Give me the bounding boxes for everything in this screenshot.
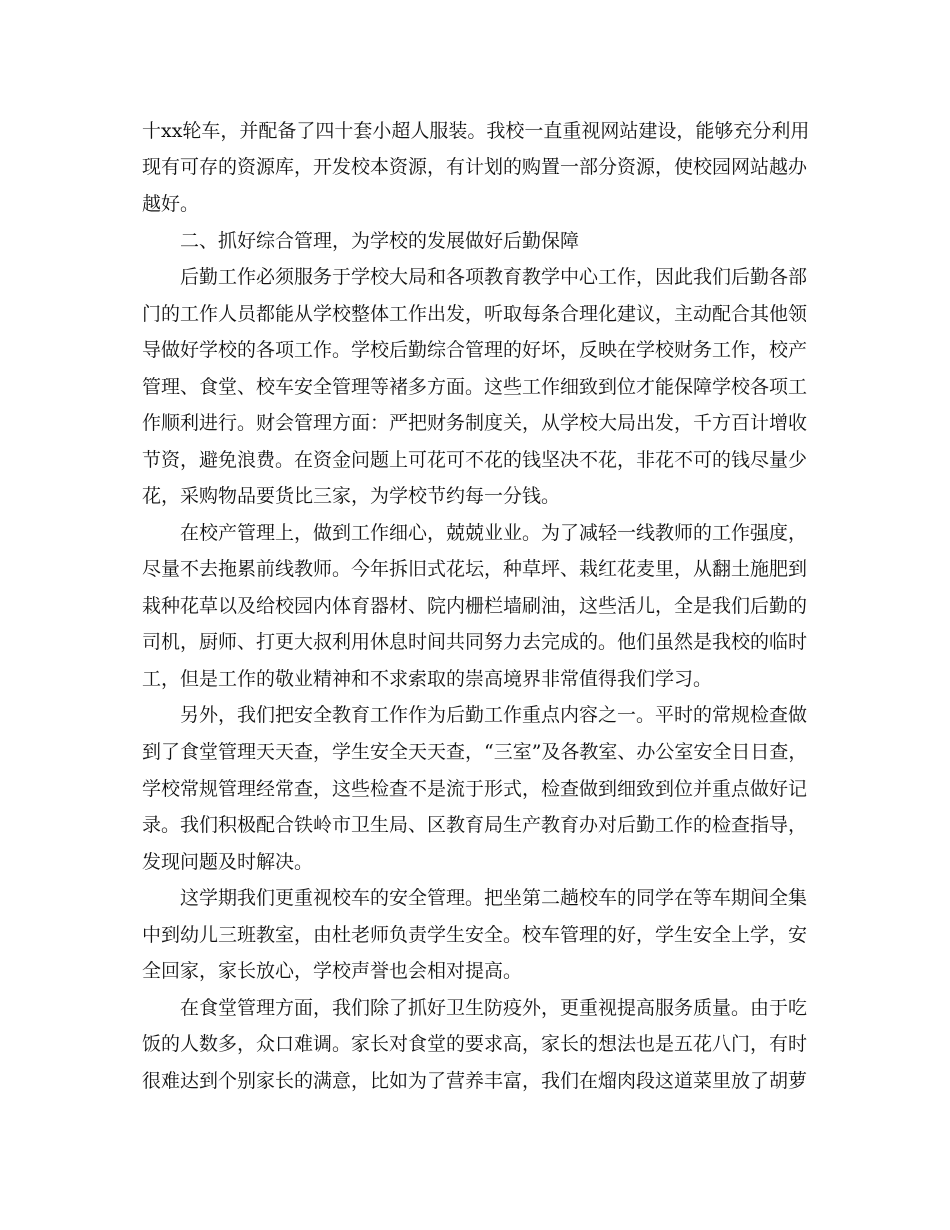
text-line: 在食堂管理方面，我们除了抓好卫生防疫外，更重视提高服务质量。由于吃 [180,997,808,1019]
text-line: 门的工作人员都能从学校整体工作出发，听取每条合理化建议，主动配合其他领 [142,303,808,325]
text-line: 后勤工作必须服务于学校大局和各项教育教学中心工作，因此我们后勤各部 [180,266,808,288]
text-line: 中到幼儿三班教室，由杜老师负责学生安全。校车管理的好，学生安全上学，安 [142,924,808,946]
text-line: 十xx轮车，并配备了四十套小超人服装。我校一直重视网站建设，能够充分利用 [142,120,810,142]
text-line: 导做好学校的各项工作。学校后勤综合管理的好坏，反映在学校财务工作，校产 [142,339,808,361]
text-line: 花，采购物品要货比三家，为学校节约每一分钱。 [142,485,561,507]
text-line: 这学期我们更重视校车的安全管理。把坐第二趟校车的同学在等车期间全集 [180,887,808,909]
text-line: 很难达到个别家长的满意，比如为了营养丰富，我们在熘肉段这道菜里放了胡萝 [142,1070,808,1092]
text-line: 越好。 [142,193,200,215]
text-line: 全回家，家长放心，学校声誉也会相对提高。 [142,960,523,982]
text-line: 尽量不去拖累前线教师。今年拆旧式花坛，种草坪、栽红花麦里，从翻土施肥到 [142,558,808,580]
text-line: 工，但是工作的敬业精神和不求索取的崇高境界非常值得我们学习。 [142,668,713,690]
text-line: 发现问题及时解决。 [142,851,314,873]
text-line: 学校常规管理经常查，这些检查不是流于形式，检查做到细致到位并重点做好记 [142,778,808,800]
text-line: 栽种花草以及给校园内体育器材、院内栅栏墙刷油，这些活儿，全是我们后勤的 [142,595,808,617]
text-line: 管理、食堂、校车安全管理等褚多方面。这些工作细致到位才能保障学校各项工 [142,376,808,398]
text-line: 司机，厨师、打更大叔利用休息时间共同努力去完成的。他们虽然是我校的临时 [142,631,808,653]
text-line: 现有可存的资源库，开发校本资源，有计划的购置一部分资源，使校园网站越办 [142,156,808,178]
text-line: 录。我们积极配合铁岭市卫生局、区教育局生产教育办对后勤工作的检查指导， [142,814,808,836]
text-line: 到了食堂管理天天查，学生安全天天查，“三室”及各教室、办公室安全日日查， [142,741,808,763]
text-line: 节资，避免浪费。在资金问题上可花可不花的钱坚决不花，非花不可的钱尽量少 [142,449,808,471]
text-line: 另外，我们把安全教育工作作为后勤工作重点内容之一。平时的常规检查做 [180,704,808,726]
text-line: 在校产管理上，做到工作细心，兢兢业业。为了减轻一线教师的工作强度， [180,522,808,544]
section-heading: 二、抓好综合管理，为学校的发展做好后勤保障 [180,230,580,252]
text-line: 饭的人数多，众口难调。家长对食堂的要求高，家长的想法也是五花八门，有时 [142,1033,808,1055]
text-line: 作顺利进行。财会管理方面：严把财务制度关，从学校大局出发，千方百计增收 [142,412,808,434]
